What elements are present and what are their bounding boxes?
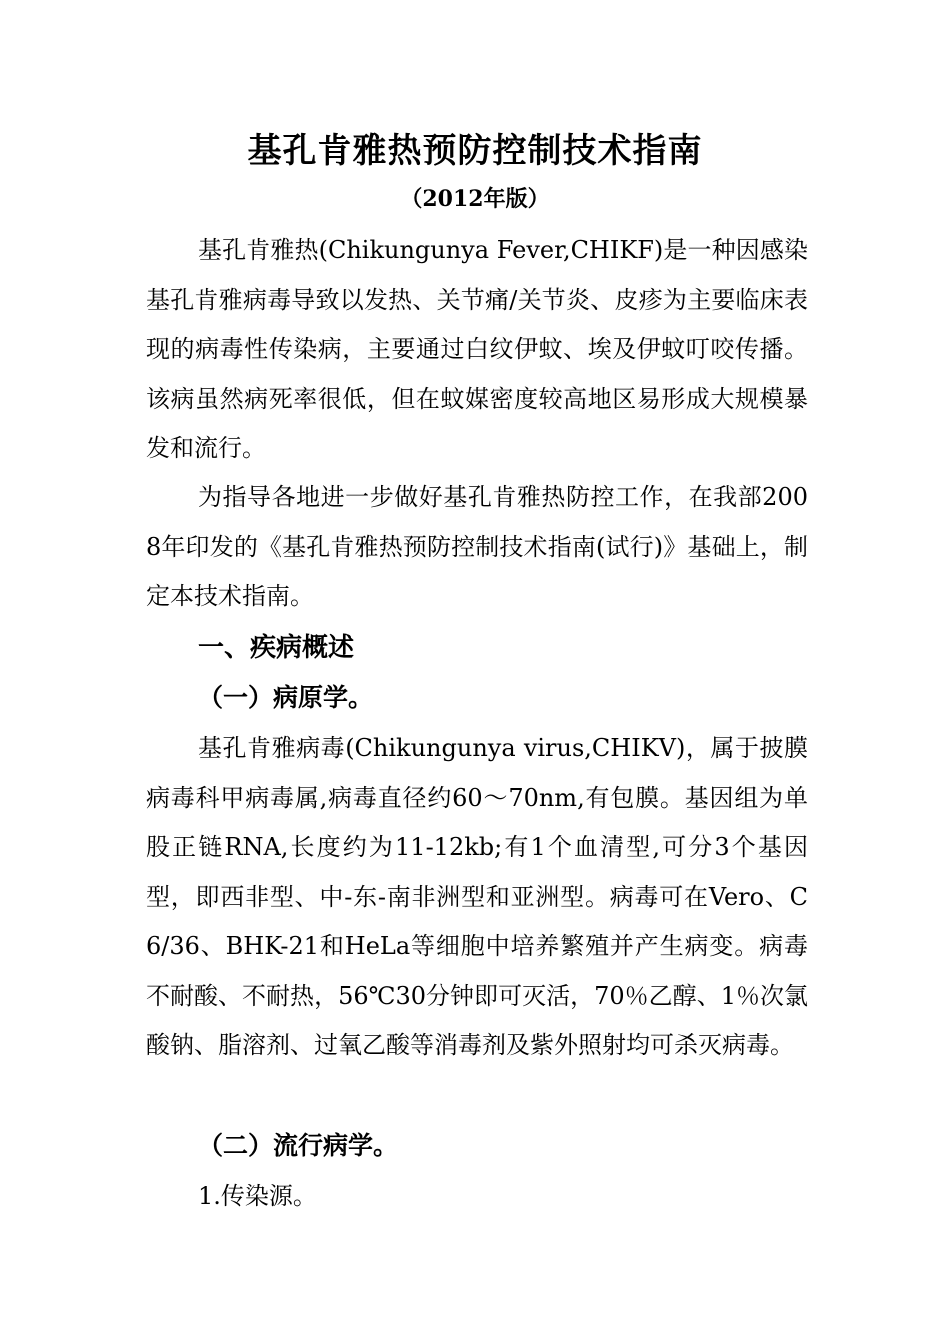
section-heading-disease-overview: 一、疾病概述 [198,633,355,663]
etiology-paragraph: 基孔肯雅病毒(Chikungunya virus,CHIKV)，属于披膜病毒科甲病毒属,病毒直径约60～70nm,有包膜。基因组为单股正链RNA,长度约为11-12kb;有1个血清型,可分3个基因型，即西非型、中-东-南非洲型和亚洲型。病毒可在Vero、C6/36、BHK-21和HeLa等细胞中培养繁殖并产生病变。病毒不耐酸、不耐热，56℃30分钟即可灭活，70％乙醇、1％次氯酸钠、脂溶剂、过氧乙酸等消毒剂及紫外照射均可杀灭病毒。 [146,734,808,1059]
subsection-heading-epidemiology: （二）流行病学。 [198,1131,399,1160]
document-title: 基孔肯雅热预防控制技术指南 [247,131,703,171]
subsection-heading-etiology: （一）病原学。 [198,683,374,712]
edition-label: （2012年版） [400,186,550,212]
intro-paragraph-1: 基孔肯雅热(Chikungunya Fever,CHIKF)是一种因感染基孔肯雅病毒导致以发热、关节痛/关节炎、皮疹为主要临床表现的病毒性传染病，主要通过白纹伊蚊、埃及伊蚊叮咬传播。该病虽然病死率很低，但在蚊媒密度较高地区易形成大规模暴发和流行。 [146,236,808,462]
intro-paragraph-2: 为指导各地进一步做好基孔肯雅热防控工作，在我部2008年印发的《基孔肯雅热预防控制技术指南(试行)》基础上，制定本技术指南。 [146,483,808,610]
item-infection-source: 1.传染源。 [198,1182,317,1210]
